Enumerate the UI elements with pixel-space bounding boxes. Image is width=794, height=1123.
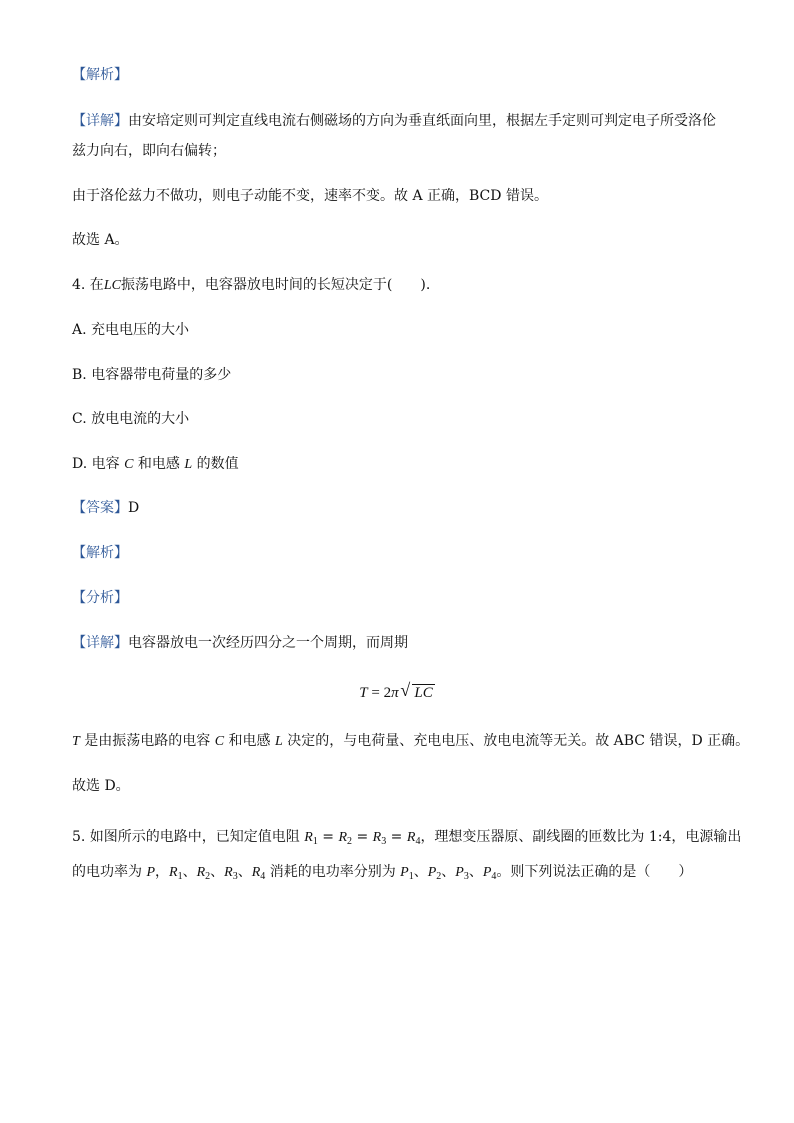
- q5-r3: $R_3$: [372, 830, 387, 847]
- q5-eq-1: =: [317, 829, 339, 845]
- q5-r4-b: $R_4$: [251, 865, 266, 882]
- formula-equals-two: = 2: [367, 685, 392, 701]
- q5-r3-b: $R_3$: [224, 865, 238, 882]
- q4-stem-pre: 4. 在: [72, 277, 104, 293]
- formula-sqrt: [402, 681, 434, 705]
- q4-opt-d-c-symbol: C: [124, 457, 134, 472]
- detail-1-text-a: 由安培定则可判定直线电流右侧磁场的方向为垂直纸面向里，根据左手定则可判定电子所受洛伦: [128, 113, 716, 129]
- q5-p1: $P_1$: [400, 865, 414, 882]
- detail-2-text-a: 电容器放电一次经历四分之一个周期，而周期: [128, 635, 408, 651]
- q5-dun-6: 、: [468, 864, 483, 880]
- formula-pi: π: [391, 685, 399, 701]
- q5-dun-2: 、: [210, 864, 225, 880]
- question-5-line-1: [72, 826, 741, 849]
- q5-eq-2: =: [352, 829, 373, 845]
- analysis-heading-1: 【解析】: [72, 67, 128, 83]
- q4-opt-d-mid: 和电感: [137, 456, 180, 472]
- q5-line2-mid: 消耗的电功率分别为: [269, 864, 396, 880]
- q4-opt-d-l-symbol: L: [184, 457, 193, 472]
- q5-dun-3: 、: [237, 864, 252, 880]
- formula-t: T: [359, 685, 368, 701]
- analyze-heading: 【分析】: [72, 590, 128, 606]
- q4-lc-symbol: LC: [103, 278, 121, 293]
- question-4-stem: [72, 274, 430, 297]
- q5-p2: $P_2$: [427, 865, 442, 882]
- detail-2-l-symbol: L: [274, 734, 283, 749]
- detail-paragraph-2-line-2: [72, 730, 749, 753]
- q4-stem-post: 振荡电路中，电容器放电时间的长短决定于( ).: [120, 277, 431, 293]
- detail-2-b1: 是由振荡电路的电容: [84, 733, 211, 749]
- q5-line2-pre: 的电功率为: [72, 864, 142, 880]
- q5-p: P: [146, 865, 156, 880]
- question-4-option-a: A. 充电电压的大小: [72, 322, 190, 338]
- answer-line: [72, 497, 139, 519]
- detail-paragraph-1-line-1: [72, 110, 716, 132]
- question-4-option-b: B. 电容器带电荷量的多少: [72, 367, 232, 383]
- q5-line1-pre: 5. 如图所示的电路中，已知定值电阻: [72, 829, 300, 845]
- q5-dun-5: 、: [441, 864, 456, 880]
- formula-lc: LC: [414, 685, 433, 701]
- detail-2-b2: 和电感: [228, 733, 271, 749]
- q5-eq-3: =: [386, 829, 407, 845]
- q5-r4: $R_4$: [406, 830, 421, 847]
- detail-paragraph-2-line-1: [72, 632, 408, 654]
- choose-answer-2: 故选 D。: [72, 778, 130, 794]
- q5-comma: ，: [155, 864, 170, 880]
- question-4-option-d: [72, 453, 239, 476]
- detail-heading-1: 【详解】: [72, 113, 128, 129]
- q5-p3: $P_3$: [455, 865, 469, 882]
- detail-2-t-symbol: T: [72, 734, 80, 749]
- q5-line2-post: 。则下列说法正确的是（ ）: [496, 864, 693, 880]
- detail-heading-2: 【详解】: [72, 635, 128, 651]
- q5-r2: $R_2$: [338, 830, 353, 847]
- answer-value: D: [128, 500, 140, 516]
- detail-2-c-symbol: C: [214, 734, 225, 749]
- q5-dun-4: 、: [413, 864, 428, 880]
- q4-opt-d-pre: D. 电容: [72, 456, 120, 472]
- analysis-heading-2: 【解析】: [72, 545, 128, 561]
- answer-heading: 【答案】: [72, 500, 128, 516]
- question-5-line-2: [72, 861, 692, 884]
- q5-dun-1: 、: [182, 864, 197, 880]
- q5-r1: $R_1$: [304, 830, 318, 847]
- q4-opt-d-post: 的数值: [196, 456, 239, 472]
- q5-line1-post: ，理想变压器原、副线圈的匝数比为 1:4，电源输出: [420, 829, 742, 845]
- choose-answer-1: 故选 A。: [72, 232, 129, 248]
- detail-paragraph-1-line-3: 由于洛伦兹力不做功，则电子动能不变，速率不变。故 A 正确，BCD 错误。: [72, 188, 548, 204]
- period-formula: [0, 681, 794, 705]
- question-4-option-c: C. 放电电流的大小: [72, 411, 190, 427]
- q5-r2-b: $R_2$: [196, 865, 211, 882]
- q5-p4: $P_4$: [482, 865, 497, 882]
- detail-paragraph-1-line-2: 兹力向右，即向右偏转；: [72, 143, 226, 159]
- detail-2-b3: 决定的，与电荷量、充电电压、放电电流等无关。故 ABC 错误，D 正确。: [287, 733, 750, 749]
- q5-r1-b: $R_1$: [169, 865, 183, 882]
